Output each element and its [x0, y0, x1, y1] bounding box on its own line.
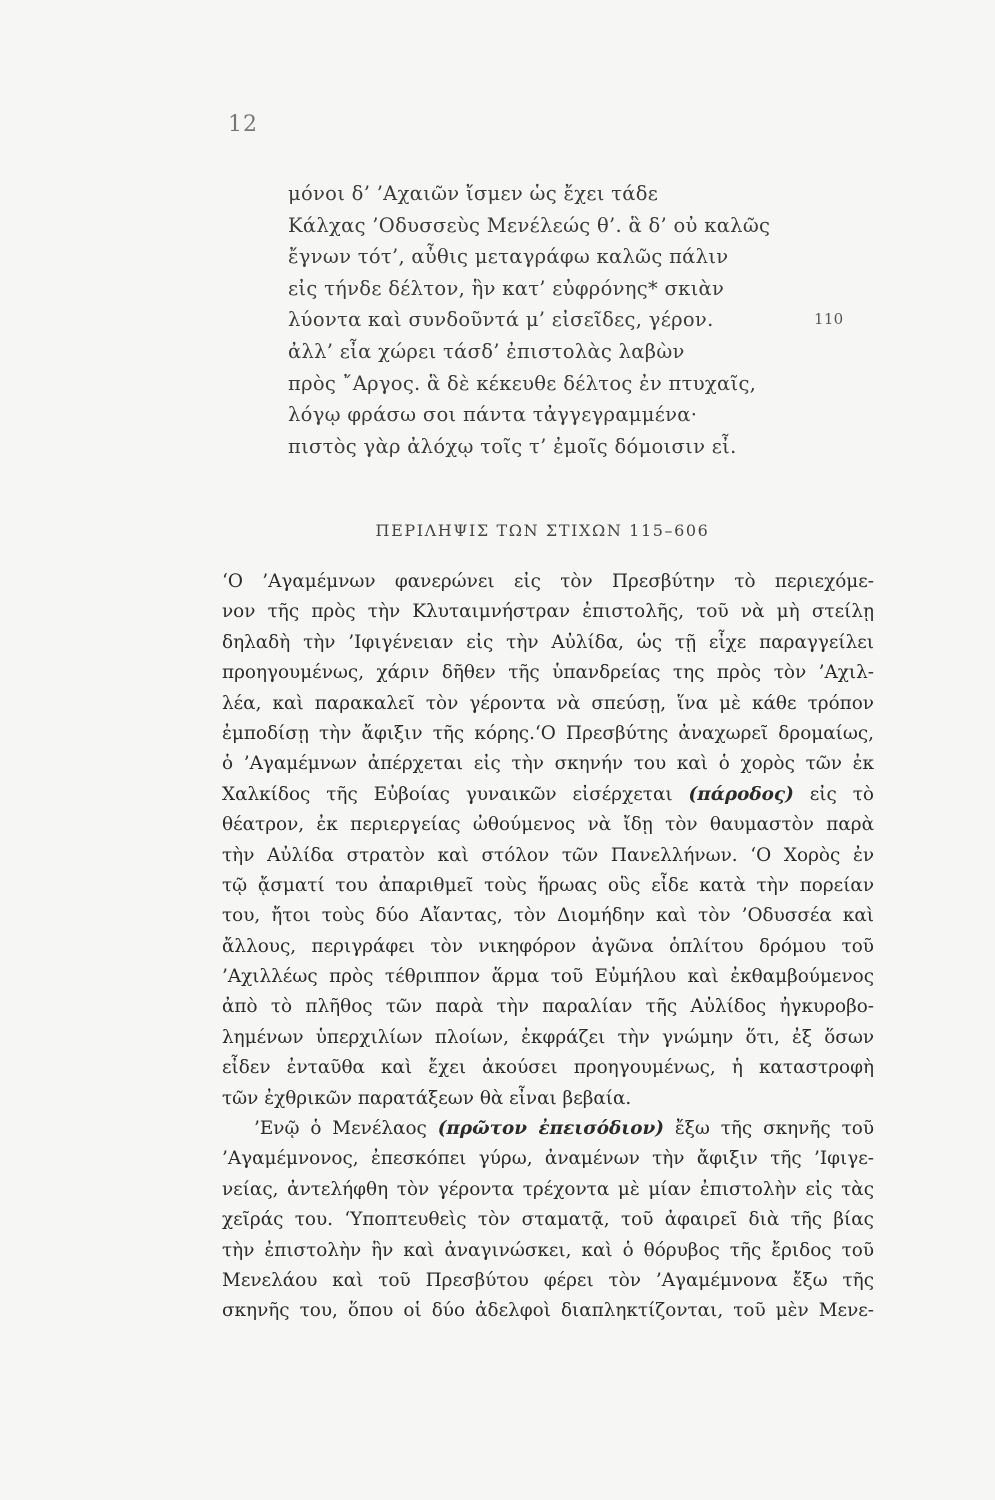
prose-line: τῶν ἐχθρικῶν παρατάξεων θὰ εἶναι βεβαία. — [222, 1087, 632, 1109]
prose-text: εἰς τὸ — [809, 783, 874, 805]
prose-text: ’Ενῷ ὁ Μενέλαος — [254, 1118, 427, 1140]
prose-line: τῷ ᾄσματί του ἀπαριθμεῖ τοὺς ἥρωας οὓς εἶδε κατὰ τὴν πορείαν — [222, 874, 874, 896]
prose-line: σκηνῆς του, ὅπου οἱ δύο ἀδελφοὶ διαπληκτίζονται, τοῦ μὲν Μενε- — [222, 1300, 874, 1322]
prose-line: εἶδεν ἐνταῦθα καὶ ἔχει ἀκούσει προηγουμένως, ἡ καταστροφὴ — [222, 1057, 874, 1079]
prose-line: τὴν Αὐλίδα στρατὸν καὶ στόλον τῶν Πανελλήνων. ‘Ο Χορὸς ἐν — [222, 844, 874, 866]
verse-line: λόγῳ φράσω σοι πάντα τἀγγεγραμμένα· — [288, 403, 698, 427]
verse-line: ἔγνων τότ’, αὖθις μεταγράφω καλῶς πάλιν — [288, 245, 729, 269]
verse-line-text: λύοντα καὶ συνδοῦντά μ’ εἰσεῖδες, γέρον. — [288, 308, 714, 332]
prose-line-epeisodion — [222, 1114, 874, 1144]
page-number: 12 — [228, 112, 258, 137]
prose-text: Χαλκίδος τῆς Εὐβοίας γυναικῶν εἰσέρχεται — [222, 783, 673, 805]
verse-line-number: 110 — [814, 310, 844, 329]
prose-line: λημένων ὑπερχιλίων πλοίων, ἐκφράζει τὴν γνώμην ὅτι, ἐξ ὅσων — [222, 1026, 874, 1048]
prose-line: ἄλλους, περιγράφει τὸν νικηφόρον ἀγῶνα ὁπλίτου δρόμου τοῦ — [222, 935, 874, 957]
epeisodion-term: (πρῶτον ἐπεισόδιον) — [437, 1118, 664, 1140]
prose-line: λέα, καὶ παρακαλεῖ τὸν γέροντα νὰ σπεύσῃ, ἵνα μὲ κάθε τρόπον — [222, 692, 874, 714]
verse-line: Κάλχας ’Οδυσσεὺς Μενέλεώς θ’. ἃ δ’ οὐ καλῶς — [288, 213, 771, 237]
verse-line: πρὸς ῎Αργος. ἃ δὲ κέκευθε δέλτος ἐν πτυχαῖς, — [288, 371, 757, 395]
prose-line: Μενελάου καὶ τοῦ Πρεσβύτου φέρει τὸν ’Αγαμέμνονα ἔξω τῆς — [222, 1269, 874, 1291]
prose-line: ἀπὸ τὸ πλῆθος τῶν παρὰ τὴν παραλίαν τῆς Αὐλίδος ἠγκυροβο- — [222, 996, 874, 1018]
verse-line: πιστὸς γὰρ ἀλόχῳ τοῖς τ’ ἐμοῖς δόμοισιν εἶ. — [288, 434, 737, 458]
prose-line: χεῖράς του. ‘Υποπτευθεὶς τὸν σταματᾷ, τοῦ ἀφαιρεῖ διὰ τῆς βίας — [222, 1209, 874, 1231]
verse-line-110 — [288, 304, 848, 336]
summary-prose — [222, 567, 874, 1327]
prose-line: προηγουμένως, χάριν δῆθεν τῆς ὑπανδρείας της πρὸς τὸν ’Αχιλ- — [222, 662, 874, 684]
prose-line: νον τῆς πρὸς τὴν Κλυταιμνήστραν ἐπιστολῆς, τοῦ νὰ μὴ στείλῃ — [222, 601, 874, 623]
verse-line: ἀλλ’ εἶα χώρει τάσδ’ ἐπιστολὰς λαβὼν — [288, 339, 685, 363]
prose-text: ἔξω τῆς σκηνῆς τοῦ — [674, 1118, 874, 1140]
prose-line: νείας, ἀντελήφθη τὸν γέροντα τρέχοντα μὲ μίαν ἐπιστολὴν εἰς τὰς — [222, 1178, 874, 1200]
section-heading: ΠΕΡΙΛΗΨΙΣ ΤΩΝ ΣΤΙΧΩΝ 115–606 — [375, 521, 710, 540]
prose-line: ‘Ο ’Αγαμέμνων φανερώνει εἰς τὸν Πρεσβύτην τὸ περιεχόμε- — [222, 571, 874, 592]
verse-line: μόνοι δ’ ’Αχαιῶν ἴσμεν ὡς ἔχει τάδε — [288, 182, 659, 205]
verse-block — [288, 178, 848, 462]
verse-line: εἰς τήνδε δέλτον, ἣν κατ’ εὐφρόνης* σκιὰν — [288, 276, 725, 300]
prose-line: ’Αγαμέμνονος, ἐπεσκόπει γύρω, ἀναμένων τὴν ἄφιξιν τῆς ’Ιφιγε- — [222, 1148, 874, 1170]
prose-line: ἐμποδίσῃ τὴν ἄφιξιν τῆς κόρης.‘Ο Πρεσβύτης ἀναχωρεῖ δρομαίως, — [222, 722, 874, 744]
prose-line: ’Αχιλλέως πρὸς τέθριππον ἅρμα τοῦ Εὐμήλου καὶ ἐκθαμβούμενος — [222, 966, 874, 988]
prose-line: θέατρον, ἐκ περιεργείας ὠθούμενος νὰ ἴδῃ τὸν θαυμαστὸν παρὰ — [222, 814, 874, 836]
prose-line: δηλαδὴ τὴν ’Ιφιγένειαν εἰς τὴν Αὐλίδα, ὡς τῇ εἶχε παραγγείλει — [222, 631, 874, 653]
prose-line: τὴν ἐπιστολὴν ἣν καὶ ἀναγινώσκει, καὶ ὁ θόρυβος τῆς ἔριδος τοῦ — [222, 1239, 874, 1261]
prose-line: του, ἤτοι τοὺς δύο Αἴαντας, τὸν Διομήδην καὶ τὸν ’Οδυσσέα καὶ — [222, 905, 874, 927]
prose-line-parodos — [222, 780, 874, 810]
parodos-term: (πάροδος) — [688, 783, 794, 805]
prose-line: ὁ ’Αγαμέμνων ἀπέρχεται εἰς τὴν σκηνήν του καὶ ὁ χορὸς τῶν ἐκ — [222, 753, 874, 775]
